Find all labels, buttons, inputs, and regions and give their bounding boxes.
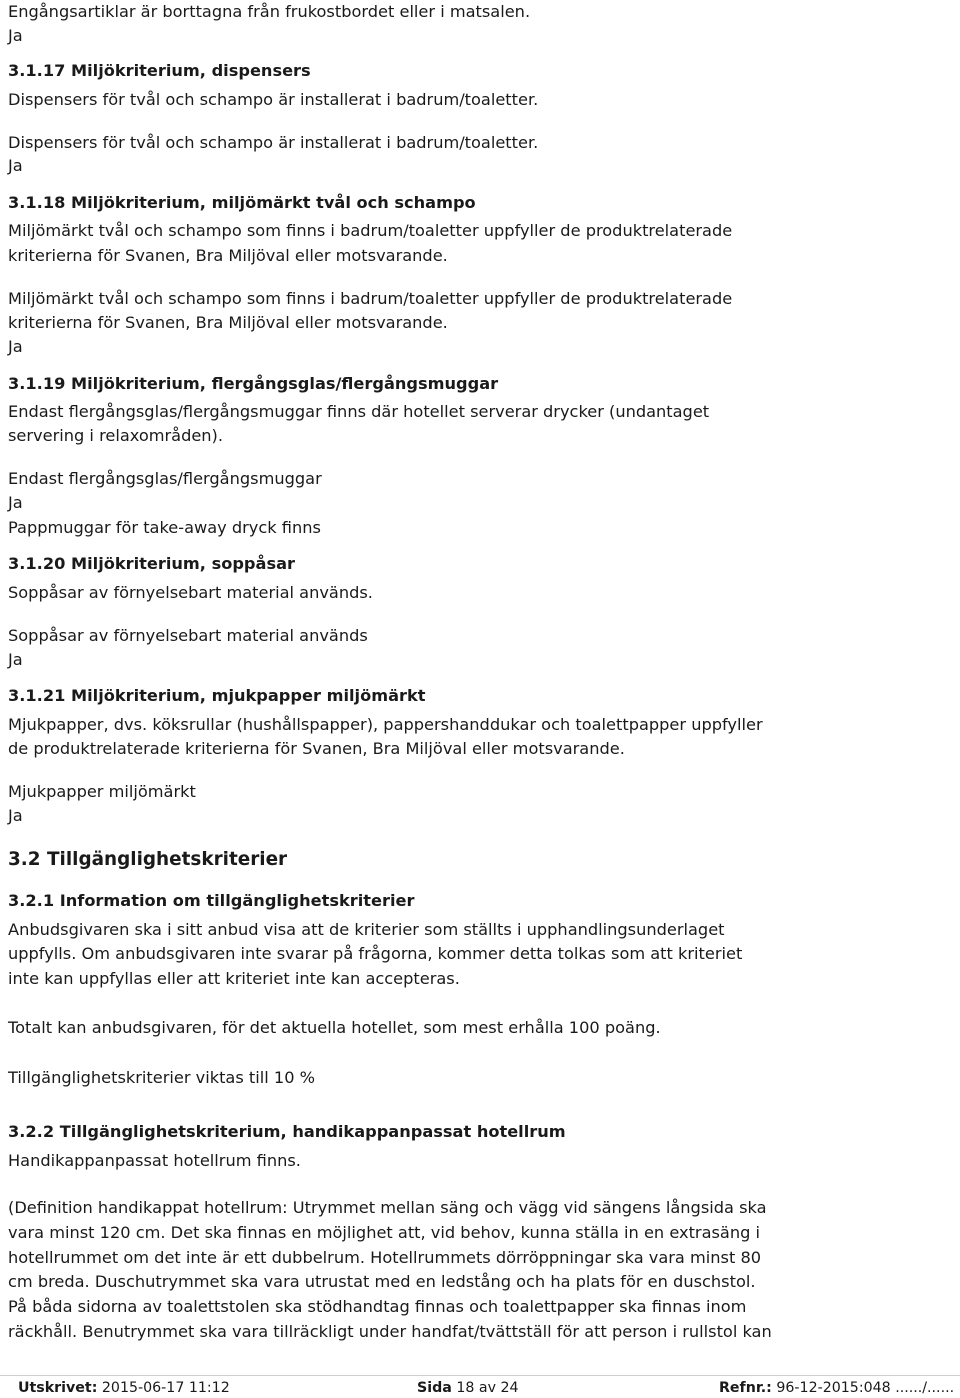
paragraph: hotellrummet om det inte är ett dubbelrum. Hotellrummets dörröppningar ska vara minst 80 bbox=[8, 1248, 762, 1267]
paragraph: Miljömärkt tvål och schampo som finns i badrum/toaletter uppfyller de produktrelaterade bbox=[8, 221, 733, 240]
paragraph: Soppåsar av förnyelsebart material används bbox=[8, 626, 368, 645]
section-heading: 3.1.18 Miljökriterium, miljömärkt tvål och schampo bbox=[8, 193, 476, 212]
paragraph: räckhåll. Benutrymmet ska vara tillräckligt under handfat/tvättställ för att person i rullstol kan bbox=[8, 1322, 772, 1341]
paragraph: Pappmuggar för take-away dryck finns bbox=[8, 518, 321, 537]
answer-text: Ja bbox=[8, 337, 23, 356]
paragraph: Totalt kan anbudsgivaren, för det aktuella hotellet, som mest erhålla 100 poäng. bbox=[8, 1018, 661, 1037]
answer-text: Ja bbox=[8, 156, 23, 175]
page-footer bbox=[0, 1378, 960, 1398]
answer-text: Ja bbox=[8, 806, 23, 825]
ref-value: 96-12-2015:048 ....../...... bbox=[776, 1380, 955, 1396]
section-heading: 3.1.17 Miljökriterium, dispensers bbox=[8, 61, 311, 80]
section-heading: 3.1.21 Miljökriterium, mjukpapper miljömärkt bbox=[8, 686, 426, 705]
paragraph: vara minst 120 cm. Det ska finnas en möjlighet att, vid behov, kunna ställa in en extrasäng i bbox=[8, 1223, 761, 1242]
page-label: Sida bbox=[417, 1380, 452, 1396]
section-heading: 3.2.2 Tillgänglighetskriterium, handikappanpassat hotellrum bbox=[8, 1122, 566, 1141]
answer-text: Ja bbox=[8, 26, 23, 45]
paragraph: Endast flergångsglas/flergångsmuggar finns där hotellet serverar drycker (undantaget bbox=[8, 402, 710, 421]
paragraph: Anbudsgivaren ska i sitt anbud visa att de kriterier som ställts i upphandlingsunderlaget bbox=[8, 920, 725, 939]
section-heading: 3.1.19 Miljökriterium, flergångsglas/flergångsmuggar bbox=[8, 374, 499, 393]
paragraph: Miljömärkt tvål och schampo som finns i badrum/toaletter uppfyller de produktrelaterade bbox=[8, 289, 733, 308]
printed-label: Utskrivet: bbox=[18, 1380, 98, 1396]
paragraph: inte kan uppfyllas eller att kriteriet inte kan accepteras. bbox=[8, 969, 460, 988]
paragraph: kriterierna för Svanen, Bra Miljöval eller motsvarande. bbox=[8, 313, 448, 332]
paragraph: kriterierna för Svanen, Bra Miljöval eller motsvarande. bbox=[8, 246, 448, 265]
paragraph: Mjukpapper, dvs. köksrullar (hushållspapper), pappershanddukar och toalettpapper uppfyller bbox=[8, 715, 763, 734]
paragraph: servering i relaxområden). bbox=[8, 426, 224, 445]
paragraph: Dispensers för tvål och schampo är installerat i badrum/toaletter. bbox=[8, 90, 539, 109]
paragraph: cm breda. Duschutrymmet ska vara utrustat med en ledstång och ha plats för en duschstol. bbox=[8, 1272, 756, 1291]
section-heading: 3.1.20 Miljökriterium, soppåsar bbox=[8, 554, 295, 573]
paragraph: På båda sidorna av toalettstolen ska stödhandtag finnas och toalettpapper ska finnas inom bbox=[8, 1297, 747, 1316]
paragraph: Soppåsar av förnyelsebart material används. bbox=[8, 583, 373, 602]
paragraph: de produktrelaterade kriterierna för Svanen, Bra Miljöval eller motsvarande. bbox=[8, 739, 625, 758]
printed-date bbox=[18, 1378, 230, 1398]
paragraph: Tillgänglighetskriterier viktas till 10 % bbox=[8, 1068, 316, 1087]
paragraph: Engångsartiklar är borttagna från frukostbordet eller i matsalen. bbox=[8, 2, 531, 21]
ref-label: Refnr.: bbox=[719, 1380, 772, 1396]
paragraph: Handikappanpassat hotellrum finns. bbox=[8, 1151, 301, 1170]
page-number bbox=[417, 1378, 519, 1398]
paragraph: uppfylls. Om anbudsgivaren inte svarar på frågorna, kommer detta tolkas som att kriteriet bbox=[8, 944, 743, 963]
answer-text: Ja bbox=[8, 493, 23, 512]
paragraph: Mjukpapper miljömärkt bbox=[8, 782, 196, 801]
page-value: 18 av 24 bbox=[456, 1380, 519, 1396]
chapter-heading: 3.2 Tillgänglighetskriterier bbox=[8, 849, 288, 870]
paragraph: (Definition handikappat hotellrum: Utrymmet mellan säng och vägg vid sängens långsida ska bbox=[8, 1198, 767, 1217]
printed-value: 2015-06-17 11:12 bbox=[101, 1380, 230, 1396]
section-heading: 3.2.1 Information om tillgänglighetskriterier bbox=[8, 891, 415, 910]
paragraph: Endast flergångsglas/flergångsmuggar bbox=[8, 469, 322, 488]
reference-number bbox=[719, 1378, 954, 1398]
footer-divider bbox=[0, 1375, 960, 1376]
paragraph: Dispensers för tvål och schampo är installerat i badrum/toaletter. bbox=[8, 133, 539, 152]
answer-text: Ja bbox=[8, 650, 23, 669]
